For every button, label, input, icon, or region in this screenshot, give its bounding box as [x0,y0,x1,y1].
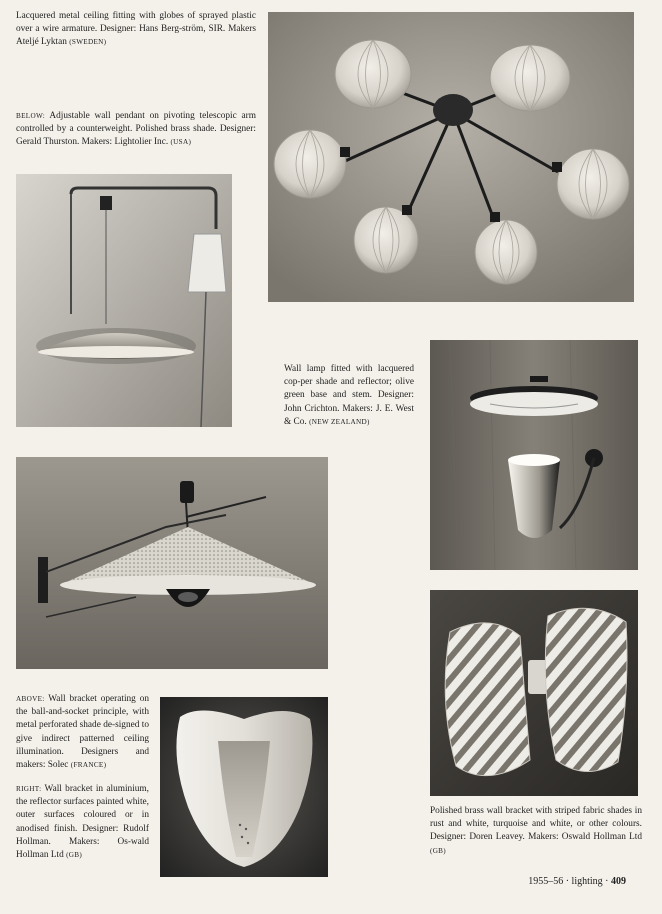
footer-range: 1955–56 · lighting · [528,876,609,887]
caption-wall-lamp [284,363,414,429]
caption-ceiling-fitting [16,10,256,50]
photo-striped-shades [430,590,638,796]
caption-striped-country: (GB) [430,846,446,855]
caption-bracket-above [16,693,149,772]
caption-striped-text: Polished brass wall bracket with striped fabric shades in rust and white, turquoise and white, or other colours. Designer: Doren Leavey. Makers: Oswald Hollman Ltd [430,806,642,843]
caption-above-country: (FRANCE) [70,761,107,770]
photo-ball-socket-bracket [16,457,328,669]
photo-wall-lamp [430,340,638,570]
photo-ceiling-fitting [268,12,634,302]
caption-above-lead: ABOVE: [16,695,45,703]
photo-wall-pendant [16,174,232,427]
page-footer [528,876,626,887]
caption-pendant-text: Adjustable wall pendant on pivoting telescopic arm controlled by a counterweight. Polished brass shade. Designer: Gerald Thurston. Makers: Lightolier Inc. [16,111,257,148]
caption-right-lead: RIGHT: [16,785,42,793]
photo-aluminium-bracket [160,697,328,877]
caption-wall-pendant [16,110,256,150]
caption-above-text: Wall bracket operating on the ball-and-socket principle, with metal perforated shade de-signed to give indirect patterned ceiling illumination. Designers and makers: Solec [16,694,150,771]
caption-wall-lamp-text: Wall lamp fitted with lacquered cop-per shade and reflector; olive green base and stem. Designer: John Crichton. Makers: J. E. West & Co. [284,364,414,427]
caption-striped-bracket [430,805,642,858]
caption-pendant-lead: BELOW: [16,112,46,120]
page-number: 409 [611,876,626,887]
caption-wall-lamp-country: (NEW ZEALAND) [309,417,370,426]
caption-ceiling-country: (SWEDEN) [69,38,107,47]
caption-ceiling-text: Lacquered metal ceiling fitting with globes of sprayed plastic over a wire armature. Designer: Hans Berg-ström, SIR. Makers Atelјé Lyktan [16,11,256,48]
caption-bracket-right [16,783,149,862]
caption-right-country: (GB) [66,851,83,860]
caption-pendant-country: (USA) [170,138,192,147]
caption-right-text: Wall bracket in aluminium, the reflector surfaces painted white, outer surfaces coloured or in anodised finish. Designer: Rudolf Hollman. Makers: Os-wald Hollman Ltd [16,784,149,861]
